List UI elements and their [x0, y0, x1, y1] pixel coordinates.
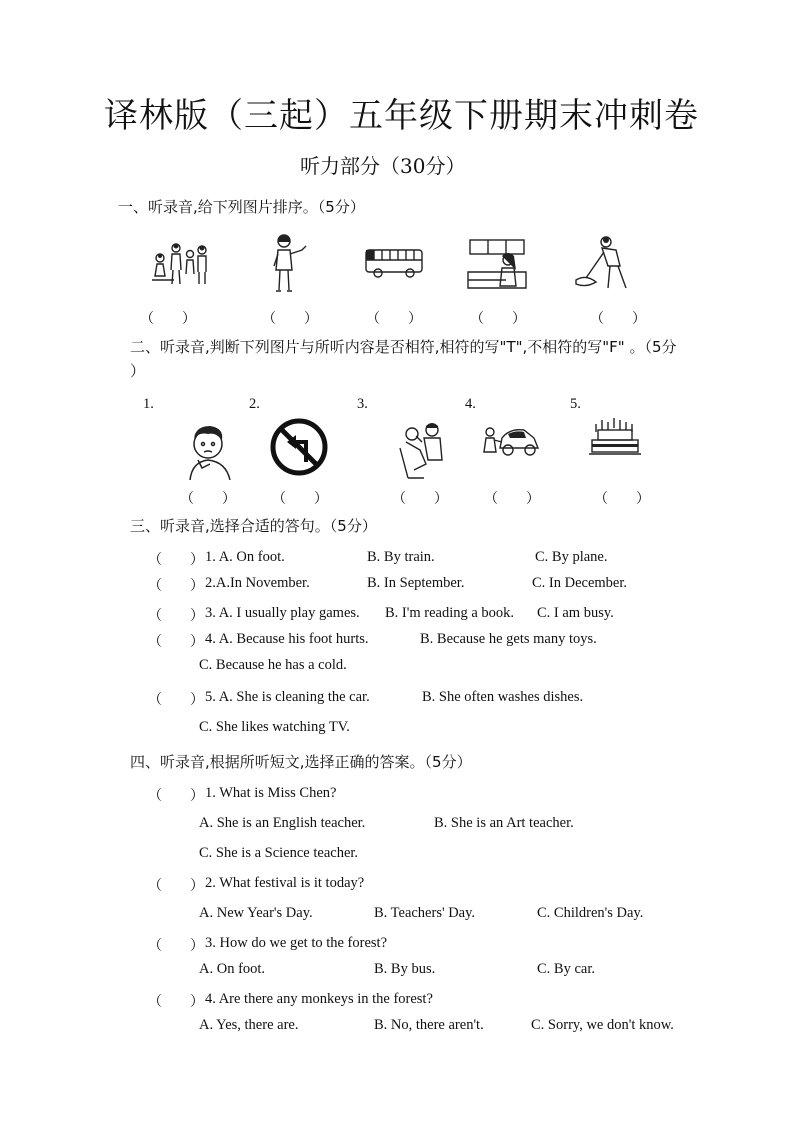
section4-blank-1[interactable]: （ ）: [148, 788, 204, 804]
section3-q2-option-a: 2.A.In November.: [205, 575, 310, 591]
section4-q2: 2. What festival is it today?: [205, 875, 365, 891]
section3-blank-5[interactable]: （ ）: [148, 692, 204, 708]
section4-q3-option-a: A. On foot.: [199, 961, 266, 977]
section1-blank-1[interactable]: （ ）: [140, 311, 196, 327]
section4-q2-option-a: A. New Year's Day.: [199, 905, 313, 921]
section3-heading: 三、听录音,选择合适的答句。（5分）: [130, 517, 377, 535]
section3-q1-option-b: B. By train.: [367, 549, 435, 565]
section3-blank-4[interactable]: （ ）: [148, 634, 204, 650]
section2-blank-2[interactable]: （ ）: [272, 491, 328, 507]
section2-blank-5[interactable]: （ ）: [594, 491, 650, 507]
section4-heading: 四、听录音,根据所听短文,选择正确的答案。（5分）: [130, 753, 472, 771]
section4-q3: 3. How do we get to the forest?: [205, 935, 388, 951]
no-left-turn-sign-icon: [270, 418, 328, 476]
section3-blank-3[interactable]: （ ）: [148, 608, 204, 624]
section2-blank-1[interactable]: （ ）: [180, 491, 236, 507]
birthday-cake-icon: [588, 414, 642, 460]
section3-q3-option-c: C. I am busy.: [537, 605, 614, 621]
section4-q4: 4. Are there any monkeys in the forest?: [205, 991, 433, 1007]
girl-pointing-icon: [268, 232, 308, 294]
section3-q5-option-a: 5. A. She is cleaning the car.: [205, 689, 370, 705]
section4-q1-option-a: A. She is an English teacher.: [199, 815, 366, 831]
section4-q4-option-a: A. Yes, there are.: [199, 1017, 299, 1033]
section3-q4-option-a: 4. A. Because his foot hurts.: [205, 631, 369, 647]
section1-blank-3[interactable]: （ ）: [366, 311, 422, 327]
section3-blank-2[interactable]: （ ）: [148, 578, 204, 594]
section4-blank-4[interactable]: （ ）: [148, 994, 204, 1010]
section3-q1-option-c: C. By plane.: [535, 549, 608, 565]
section3-q4-option-c: C. Because he has a cold.: [199, 657, 347, 673]
section2-heading-cont: ）: [130, 362, 146, 380]
section4-q1-option-c: C. She is a Science teacher.: [199, 845, 359, 861]
section3-q5-option-b: B. She often washes dishes.: [422, 689, 584, 705]
section4-q1-option-b: B. She is an Art teacher.: [434, 815, 574, 831]
section2-num-2: 2.: [249, 396, 260, 412]
section1-blank-5[interactable]: （ ）: [590, 311, 646, 327]
section2-blank-4[interactable]: （ ）: [484, 491, 540, 507]
family-group-icon: [150, 240, 212, 286]
section4-q1: 1. What is Miss Chen?: [205, 785, 337, 801]
section2-num-3: 3.: [357, 396, 368, 412]
section4-blank-3[interactable]: （ ）: [148, 938, 204, 954]
sick-boy-icon: [180, 420, 240, 482]
section1-blank-2[interactable]: （ ）: [262, 311, 318, 327]
section4-q3-option-c: C. By car.: [537, 961, 595, 977]
section4-q2-option-c: C. Children's Day.: [537, 905, 644, 921]
page-title: 译林版（三起）五年级下册期末冲刺卷: [104, 96, 699, 136]
section2-heading: 二、听录音,判断下列图片与所听内容是否相符,相符的写"T",不相符的写"F" 。（5分: [130, 338, 677, 356]
section3-q5-option-c: C. She likes watching TV.: [199, 719, 350, 735]
section3-q4-option-b: B. Because he gets many toys.: [420, 631, 597, 647]
man-mopping-icon: [570, 232, 636, 292]
section4-q3-option-b: B. By bus.: [374, 961, 436, 977]
section2-num-5: 5.: [570, 396, 581, 412]
section3-q2-option-c: C. In December.: [532, 575, 628, 591]
girl-at-sink-icon: [466, 236, 528, 292]
page-subtitle: 听力部分（30分）: [300, 154, 466, 178]
section1-heading: 一、听录音,给下列图片排序。（5分）: [118, 198, 365, 216]
car-wash-icon: [480, 418, 542, 462]
section2-blank-3[interactable]: （ ）: [392, 491, 448, 507]
section4-q4-option-b: B. No, there aren't.: [374, 1017, 484, 1033]
section4-q4-option-c: C. Sorry, we don't know.: [531, 1017, 674, 1033]
section1-blank-4[interactable]: （ ）: [470, 311, 526, 327]
bus-icon: [364, 246, 426, 280]
dentist-icon: [394, 420, 452, 482]
section3-q3-option-a: 3. A. I usually play games.: [205, 605, 360, 621]
section3-q3-option-b: B. I'm reading a book.: [385, 605, 515, 621]
section2-num-4: 4.: [465, 396, 476, 412]
section3-q2-option-b: B. In September.: [367, 575, 465, 591]
section3-q1-option-a: 1. A. On foot.: [205, 549, 285, 565]
section4-blank-2[interactable]: （ ）: [148, 878, 204, 894]
section3-blank-1[interactable]: （ ）: [148, 552, 204, 568]
section4-q2-option-b: B. Teachers' Day.: [374, 905, 476, 921]
section2-num-1: 1.: [143, 396, 154, 412]
